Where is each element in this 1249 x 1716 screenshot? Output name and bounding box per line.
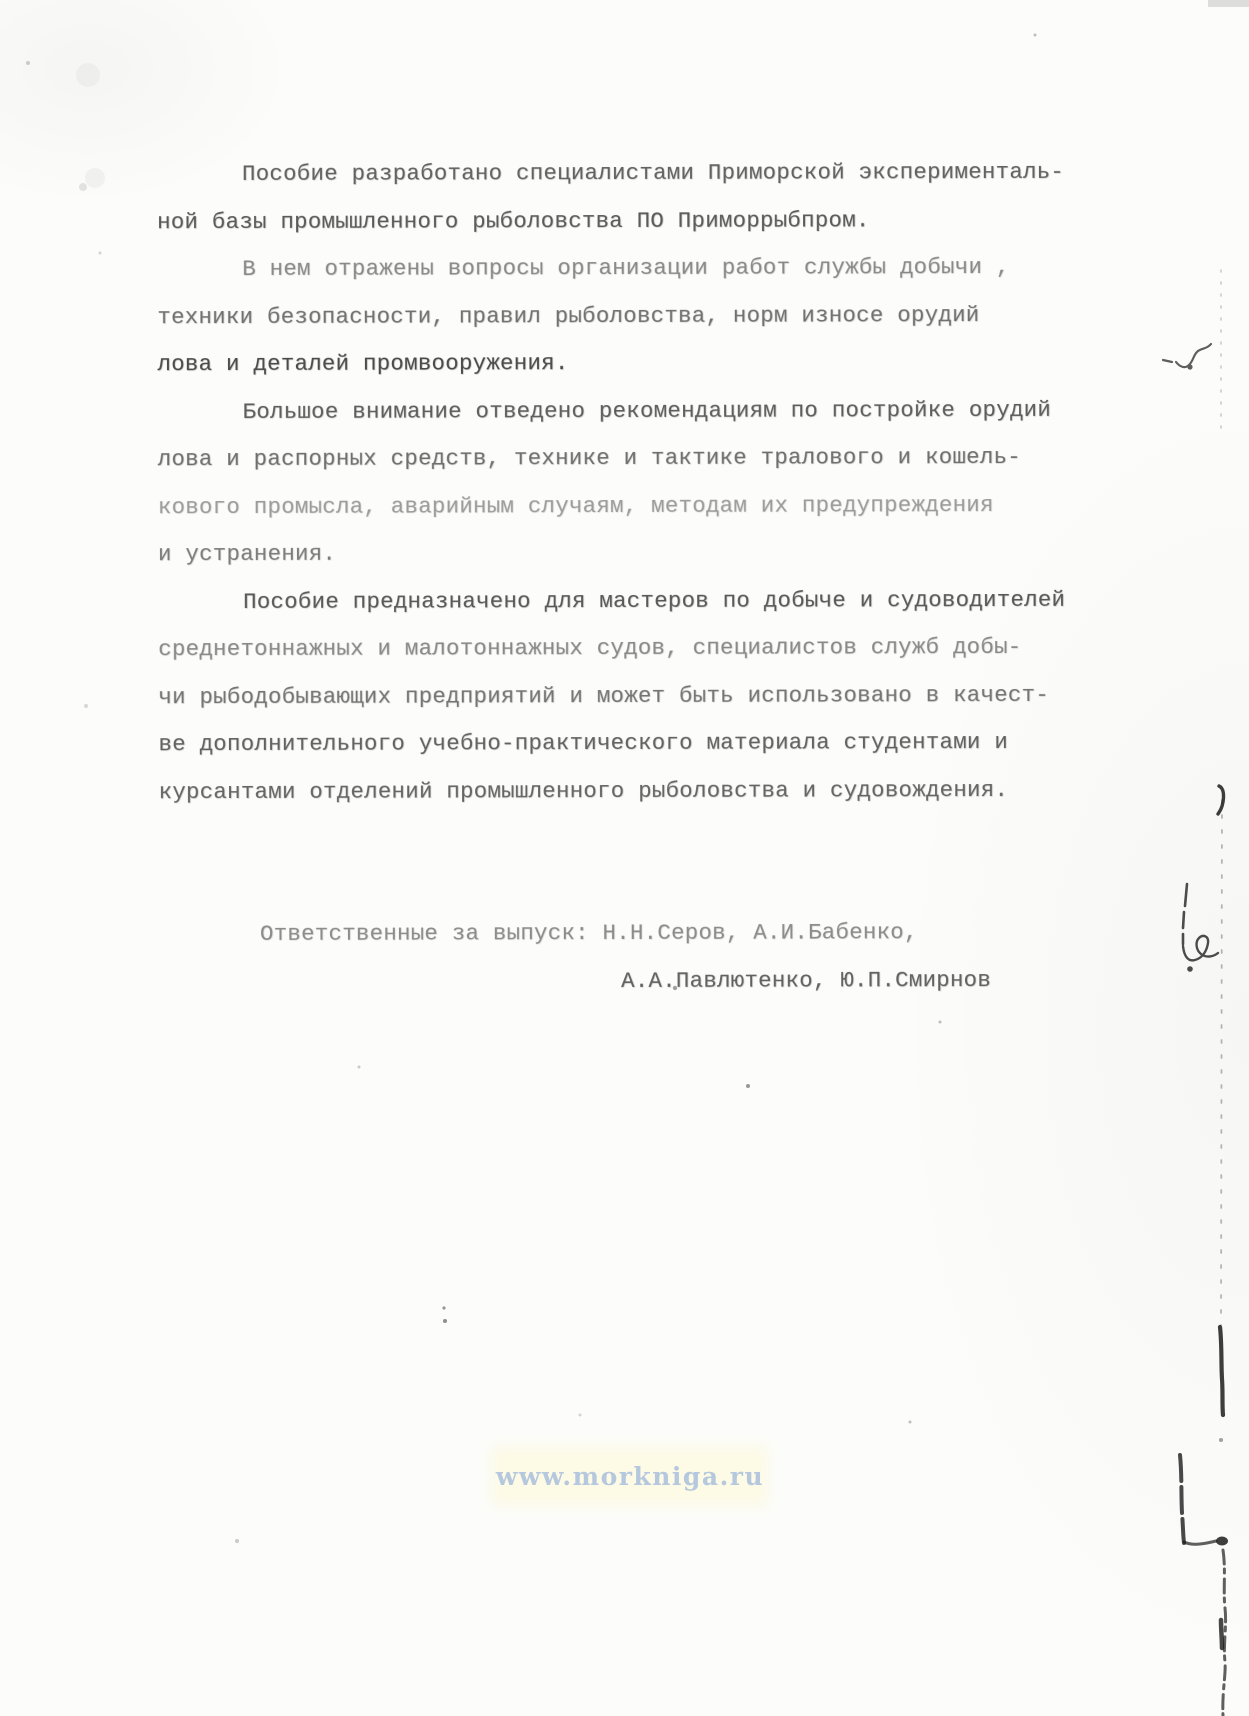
scan-edge-patch (1208, 0, 1249, 7)
text-line: чи рыбодобывающих предприятий и может быть использовано в качест- (158, 681, 1049, 710)
binding-dotted-line (1221, 800, 1222, 1325)
blank-line (159, 861, 1079, 911)
text-block (157, 149, 1079, 1006)
binding-hook (1180, 1455, 1228, 1716)
watermark (495, 1456, 765, 1496)
text-line: В нем отражены вопросы организации работ службы добычи , (242, 253, 1010, 282)
ink-mark-squiggle (1163, 344, 1211, 370)
text-line: техники безопасности, правил рыболовства, норм износе орудий (157, 301, 980, 330)
ink-mark-scribble (1183, 884, 1218, 972)
text-line: ной базы промышленного рыболовства ПО Приморрыбпром. (157, 206, 870, 235)
watermark-text: www.morkniga.ru (495, 1461, 765, 1491)
binding-stroke (1220, 1327, 1223, 1415)
text-line: курсантами отделений промышленного рыболовства и судовождения. (158, 776, 1009, 805)
text-line: среднетоннажных и малотоннажных судов, специалистов служб добы- (158, 633, 1022, 663)
text-line: ве дополнительного учебно-практического материала студентами и (158, 728, 1009, 758)
blank-line (159, 814, 1079, 864)
text-line: кового промысла, аварийным случаям, методам их предупреждения (157, 491, 994, 520)
text-line: Пособие предназначено для мастеров по добыче и судоводителей (243, 586, 1066, 615)
text-line: и устранения. (157, 540, 337, 568)
text-line: Ответственные за выпуск: Н.Н.Серов, А.И.Бабенко, (259, 919, 918, 947)
text-line: Пособие разработано специалистами Приморской эксперименталь- (241, 158, 1065, 187)
text-line: лова и деталей промвооружения. (157, 350, 569, 378)
text-line: лова и распорных средств, технике и тактике тралового и кошель- (157, 443, 1021, 473)
text-line: Большое внимание отведено рекомендациям по постройке орудий (242, 396, 1052, 425)
ink-mark-comma (1218, 786, 1224, 814)
text-line: А.А.Павлютенко, Ю.П.Смирнов (621, 966, 992, 994)
